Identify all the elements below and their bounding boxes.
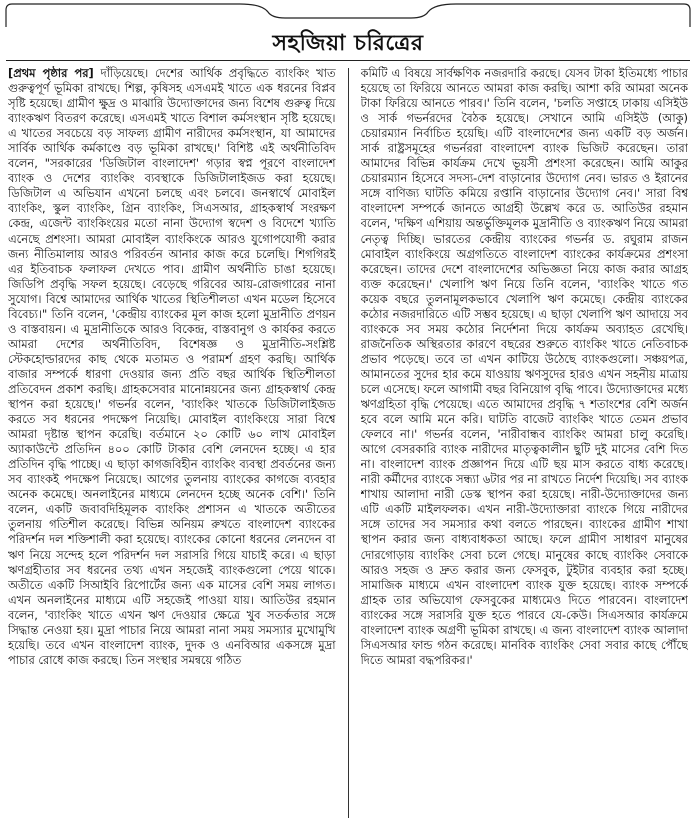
continued-label: [প্রথম পৃষ্ঠার পর] <box>8 66 94 80</box>
article-column-right <box>361 66 689 818</box>
column-divider <box>348 68 349 818</box>
top-frame-ornament <box>0 0 696 28</box>
article-body <box>8 66 688 818</box>
article-column-left <box>8 66 336 818</box>
headline-rule <box>6 60 690 61</box>
column-left-text: দাঁড়িয়েছে। দেশের আর্থিক প্রবৃদ্ধিতে ব্যাংকিং খাত গুরুত্বপূর্ণ ভূমিকা রাখছে। শিল্প, কৃষিসহ এসএমই খাতে এক ধরনের বিপ্লব সৃষ্টি হয়েছে। গ্রামীণ ক্ষুদ্র ও মাঝারি উদ্যোক্তাদের জন্য বিশেষ গুরুত্ব দিয়ে ব্যাংকঋণ বিতরণ করেছে। এসএমই খাতে বিশাল কর্মসংস্থান সৃষ্টি হয়েছে। এ খাতের সবচেয়ে বড় সাফল্য গ্রামীণ নারীদের কর্মসংস্থান, যা আমাদের সার্বিক আর্থিক কর্মকাণ্ডে বড় ভূমিকা রাখছে।' বিশিষ্ট এই অর্থনীতিবিদ বলেন, "সরকারের 'ডিজিটাল বাংলাদেশ' গড়ার স্বপ্ন পূরণে বাংলাদেশ ব্যাংক ও দেশের ব্যাংকিং ব্যবস্থাকে ডিজিটালাইজড করা হয়েছে। ডিজিটাল এ অভিযান এখনো চলছে এবং চলবে। জনস্বার্থে মোবাইল ব্যাংকিং, স্কুল ব্যাংকিং, গ্রিন ব্যাংকিং, সিএসআর, গ্রাহকস্বার্থ সংরক্ষণ কেন্দ্র, এজেন্ট ব্যাংকিংয়ের মতো নানা উদ্যোগ স্বদেশ ও বিদেশে খ্যাতি এনেছে প্রশংসা। আমরা মোবাইল ব্যাংকিংকে আরও যুগোপযোগী করার জন্য নীতিমালায় আরও পরিবর্তন আনার কাজ করে চলেছি। শিগগিরই এর ইতিবাচক ফলাফল দেখতে পাব। গ্রামীণ অর্থনীতি চাঙা হয়েছে। জিডিপি প্রবৃদ্ধি সফল হয়েছে। বেড়েছে গরিবের আয়-রোজগারের নানা সুযোগ। বিশ্বে আমাদের আর্থিক খাতের স্থিতিশীলতা এখন মডেল হিসেবে বিবেচ্য।" তিনি বলেন, 'কেন্দ্রীয় ব্যাংকের মূল কাজ হলো মুদ্রানীতি প্রণয়ন ও বাস্তবায়ন। এ মুদ্রানীতিকে আরও বিকেন্দ্র, বাস্তবানুগ ও কার্যকর করতে আমরা দেশের অর্থনীতিবিদ, বিশেষজ্ঞ ও মুদ্রানীতি-সংশ্লিষ্ট স্টেকহোল্ডারদের কাছ থেকে মতামত ও পরামর্শ গ্রহণ করছি। আর্থিক বাজার সম্পর্কে ধারণা দেওয়ার জন্য প্রতি বছর আর্থিক স্থিতিশীলতা প্রতিবেদন প্রকাশ করছি। গ্রাহকসেবার মানোন্নয়নের জন্য গ্রাহকস্বার্থ কেন্দ্র স্থাপন করা হয়েছে।' গভর্নর বলেন, 'ব্যাংকিং খাতকে ডিজিটালাইজড করতে সব ধরনের পদক্ষেপ নিয়েছি। মোবাইল ব্যাংকিংয়ে সারা বিশ্বে আমরা দৃষ্টান্ত স্থাপন করেছি। বর্তমানে ২০ কোটি ৬০ লাখ মোবাইল অ্যাকাউন্টে প্রতিদিন ৪০০ কোটি টাকার বেশি লেনদেন হচ্ছে। এ হার প্রতিদিন বৃদ্ধি পাচ্ছে। এ ছাড়া কাগজবিহীন ব্যাংকিং ব্যবস্থা প্রবর্তনের জন্য সব ব্যাংকই পদক্ষেপ নিয়েছে। আগের তুলনায় ব্যাংকের কাগজে ব্যবহার অনেক কমেছে। অনলাইনের মাধ্যমে লেনদেন হচ্ছে অনেক বেশি।' তিনি বলেন, একটি জবাবদিহিমূলক ব্যাংকিং প্রশাসন এ খাতকে অতীতের তুলনায় গতিশীল করেছে। বিভিন্ন অনিয়ম রুখতে বাংলাদেশ ব্যাংকের পরিদর্শন দল শক্তিশালী করা হয়েছে। ব্যাংকের কোনো ধরনের লেনদেন বা ঋণ নিয়ে সন্দেহ হলে পরিদর্শন দল সরাসরি গিয়ে যাচাই করে। এ ছাড়া ঋণগ্রহীতার সব ধরনের তথ্য এখন সহজেই ব্যাংকগুলো পেয়ে থাকে। অতীতে একটি সিআইবি রিপোর্টের জন্য এক মাসের বেশি সময় লাগত। এখন অনলাইনের মাধ্যমে এটি সহজেই পাওয়া যায়। আতিউর রহমান বলেন, 'ব্যাংকিং খাতে এখন ঋণ দেওয়ার ক্ষেত্রে খুব সতর্কতার সঙ্গে সিদ্ধান্ত নেওয়া হয়। মুদ্রা পাচার নিয়ে আমরা নানা সময় সমস্যার মুখোমুখি হয়েছি। তবে এখন বাংলাদেশ ব্যাংক, দুদক ও এনবিআর একসঙ্গে মুদ্রা পাচার রোধে কাজ করছে। তিন সংস্থার সমন্বয়ে গঠিত <box>8 66 336 667</box>
column-right-text: কমিটি এ বিষয়ে সার্বক্ষণিক নজরদারি করছে। যেসব টাকা ইতিমধ্যে পাচার হয়েছে তা ফিরিয়ে আনতে আমরা কাজ করছি। আশা করি আমরা অনেক টাকা ফিরিয়ে আনতে পারব।' তিনি বলেন, 'চলতি সপ্তাহে ঢাকায় এসিইউ ও সার্ক গভর্নরদের বৈঠক হয়েছে। সেখানে আমি এসিইউ (আকু) চেয়ারম্যান নির্বাচিত হয়েছি। এটি বাংলাদেশের জন্য একটি বড় অর্জন। সার্ক রাষ্ট্রসমূহের গভর্নররা বাংলাদেশ ব্যাংক ভিজিট করেছেন। তারা আমাদের বিভিন্ন কার্যক্রম দেখে ভূয়সী প্রশংসা করেছেন। আমি আকুর চেয়ারম্যান হিসেবে সদস্য-দেশ বাড়ানোর উদ্যোগ নেব। ভারত ও ইরানের সঙ্গে বাণিজ্য ঘাটতি কমিয়ে রপ্তানি বাড়ানোর উদ্যোগ নেব।' সারা বিশ্ব বাংলাদেশ সম্পর্কে জানতে আগ্রহী উল্লেখ করে ড. আতিউর রহমান বলেন, 'দক্ষিণ এশিয়ায় অন্তর্ভুক্তিমূলক মুদ্রানীতি ও ব্যাংকঋণ নিয়ে আমরা নেতৃত্ব দিচ্ছি। ভারতের কেন্দ্রীয় ব্যাংকের গভর্নর ড. রঘুরাম রাজন মোবাইল ব্যাংকিংয়ে অগ্রগতিতে বাংলাদেশ ব্যাংকের কার্যক্রমের প্রশংসা করেছেন। তাদের দেশে বাংলাদেশের অভিজ্ঞতা নিয়ে কাজ করার আগ্রহ ব্যক্ত করেছেন।' খেলাপি ঋণ নিয়ে তিনি বলেন, 'ব্যাংকিং খাতে গত কয়েক বছরে তুলনামূলকভাবে খেলাপি ঋণ কমেছে। কেন্দ্রীয় ব্যাংকের কঠোর নজরদারিতে এটি সম্ভব হয়েছে। এ ছাড়া খেলাপি ঋণ আদায়ে সব ব্যাংককে সব সময় কঠোর নির্দেশনা দিয়ে কার্যক্রম অব্যাহত রেখেছি। রাজনৈতিক অস্থিরতার কারণে বছরের শুরুতে ব্যাংকিং খাতে নেতিবাচক প্রভাব পড়েছে। তবে তা এখন কাটিয়ে উঠেছে ব্যাংকগুলো। সঞ্চয়পত্র, আমানতের সুদের হার কমে যাওয়ায় ঋণসুদের হারও এখন সহনীয় মাত্রায় চলে এসেছে। ফলে আগামী বছর বিনিয়োগ বৃদ্ধি পাবে। উদ্যোক্তাদের মধ্যে ঋণগ্রহিতা বৃদ্ধি পেয়েছে। এতে আমাদের প্রবৃদ্ধি ৭ শতাংশের বেশি অর্জন হবে বলে আমি মনে করি। ঘাটতি বাজেট ব্যাংকিং খাতে তেমন প্রভাব ফেলবে না।' গভর্নর বলেন, 'নারীবান্ধব ব্যাংকিং আমরা চালু করেছি। আগে বেসরকারি ব্যাংক নারীদের মাতৃত্বকালীন ছুটি দুই মাসের বেশি দিত না। বাংলাদেশ ব্যাংক প্রজ্ঞাপন দিয়ে এটি ছয় মাস করতে বাধ্য করেছে। নারী কর্মীদের ব্যাংকে সন্ধ্যা ৬টার পর না রাখতে নির্দেশ দিয়েছি। সব ব্যাংক শাখায় আলাদা নারী ডেস্ক স্থাপন করা হয়েছে। নারী-উদ্যোক্তাদের জন্য এটি একটি মাইলফলক। এখন নারী-উদ্যোক্তারা ব্যাংকে গিয়ে নারীদের সঙ্গে তাদের সব সমস্যার কথা বলতে পারছেন। ব্যাংকের গ্রামীণ শাখা স্থাপন করার জন্য বাধ্যবাধকতা আছে। ফলে গ্রামীণ সাধারণ মানুষের দোরগোড়ায় ব্যাংকিং সেবা চলে গেছে। মানুষের কাছে ব্যাংকিং সেবাকে আরও সহজ ও দ্রুত করার জন্য ফেসবুক, টুইটার ব্যবহার করা হচ্ছে। সামাজিক মাধ্যমে এখন বাংলাদেশ ব্যাংক যুক্ত হয়েছে। ব্যাংক সম্পর্কে গ্রাহক তার অভিযোগ ফেসবুকের মাধ্যমেও দিতে পারবেন। বাংলাদেশ ব্যাংকের সঙ্গে সরাসরি যুক্ত হতে পারবে যে-কেউ। সিএসআর কার্যক্রমে বাংলাদেশ ব্যাংক অগ্রণী ভূমিকা রাখছে। এ জন্য বাংলাদেশ ব্যাংক আলাদা সিএসআর ফান্ড গঠন করেছে। মানবিক ব্যাংকিং সেবা সবার কাছে পৌঁছে দিতে আমরা বদ্ধপরিকর।' <box>360 66 688 667</box>
article-headline: সহজিয়া চরিত্রের <box>272 31 424 56</box>
